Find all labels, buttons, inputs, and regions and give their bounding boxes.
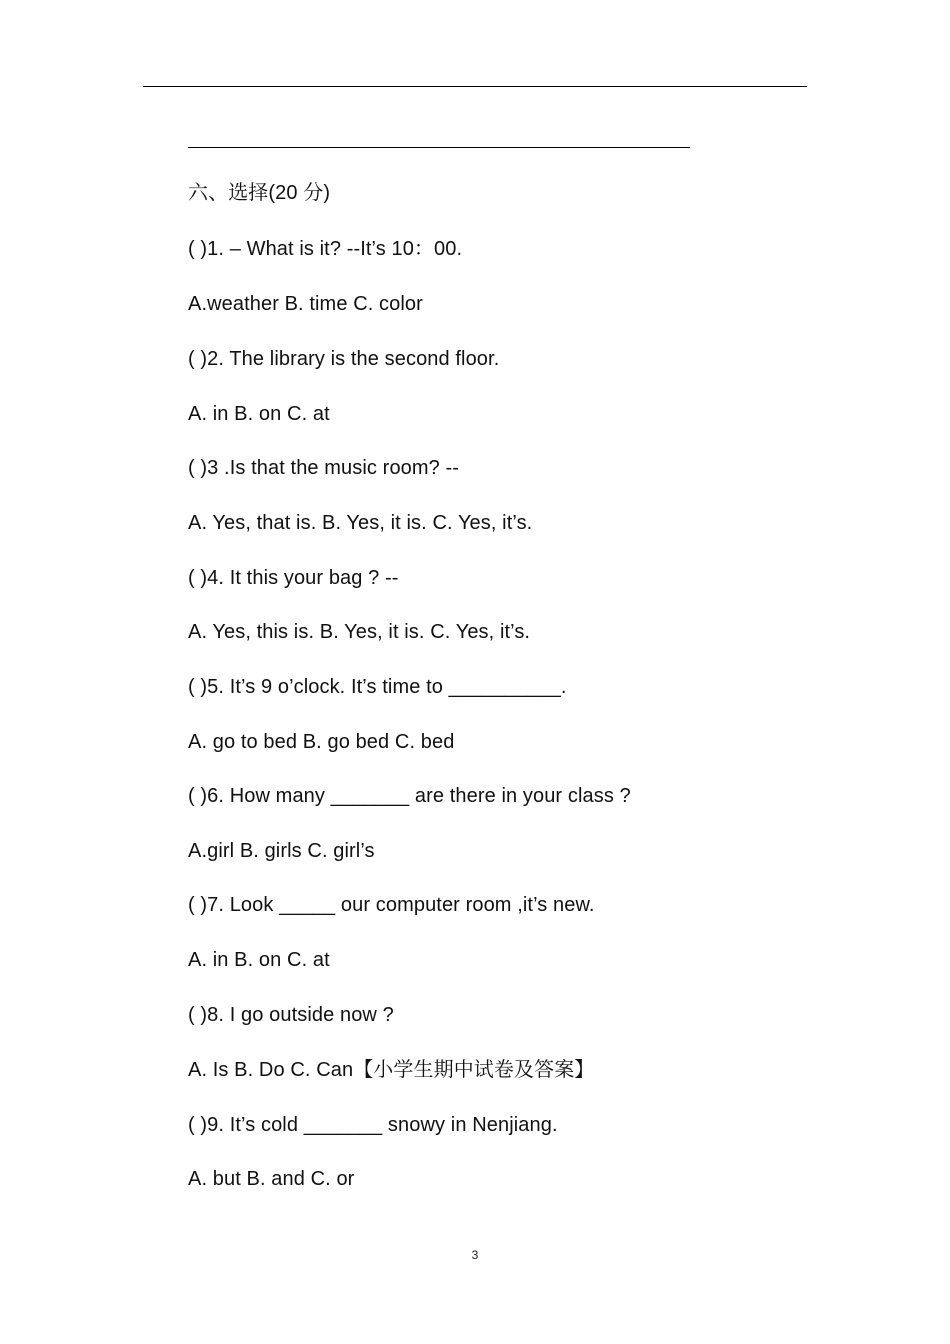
- options-2: A. in B. on C. at: [188, 403, 330, 425]
- question-1: ( )1. – What is it? --It’s 10：00.: [188, 238, 463, 260]
- question-4: ( )4. It this your bag ? --: [188, 567, 399, 589]
- question-6: ( )6. How many _______ are there in your class ?: [188, 785, 631, 807]
- options-7: A. in B. on C. at: [188, 949, 330, 971]
- question-7: ( )7. Look _____ our computer room ,it’s new.: [188, 894, 595, 916]
- options-3: A. Yes, that is. B. Yes, it is. C. Yes, it’s.: [188, 512, 533, 534]
- options-6: A.girl B. girls C. girl’s: [188, 840, 375, 862]
- options-1: A.weather B. time C. color: [188, 293, 423, 315]
- answer-blank-line: [188, 147, 690, 148]
- section-title: 六、选择(20 分): [188, 182, 331, 204]
- question-5: ( )5. It’s 9 o’clock. It’s time to __________.: [188, 676, 567, 698]
- page-number: 3: [471, 1248, 479, 1262]
- options-5: A. go to bed B. go bed C. bed: [188, 731, 455, 753]
- options-4: A. Yes, this is. B. Yes, it is. C. Yes, it’s.: [188, 621, 531, 643]
- options-8: A. Is B. Do C. Can【小学生期中试卷及答案】: [188, 1059, 595, 1081]
- question-8: ( )8. I go outside now ?: [188, 1004, 394, 1026]
- question-9: ( )9. It’s cold _______ snowy in Nenjiang.: [188, 1114, 558, 1136]
- question-2: ( )2. The library is the second floor.: [188, 348, 500, 370]
- header-rule: [143, 86, 807, 87]
- question-3: ( )3 .Is that the music room? --: [188, 457, 460, 479]
- options-9: A. but B. and C. or: [188, 1168, 355, 1190]
